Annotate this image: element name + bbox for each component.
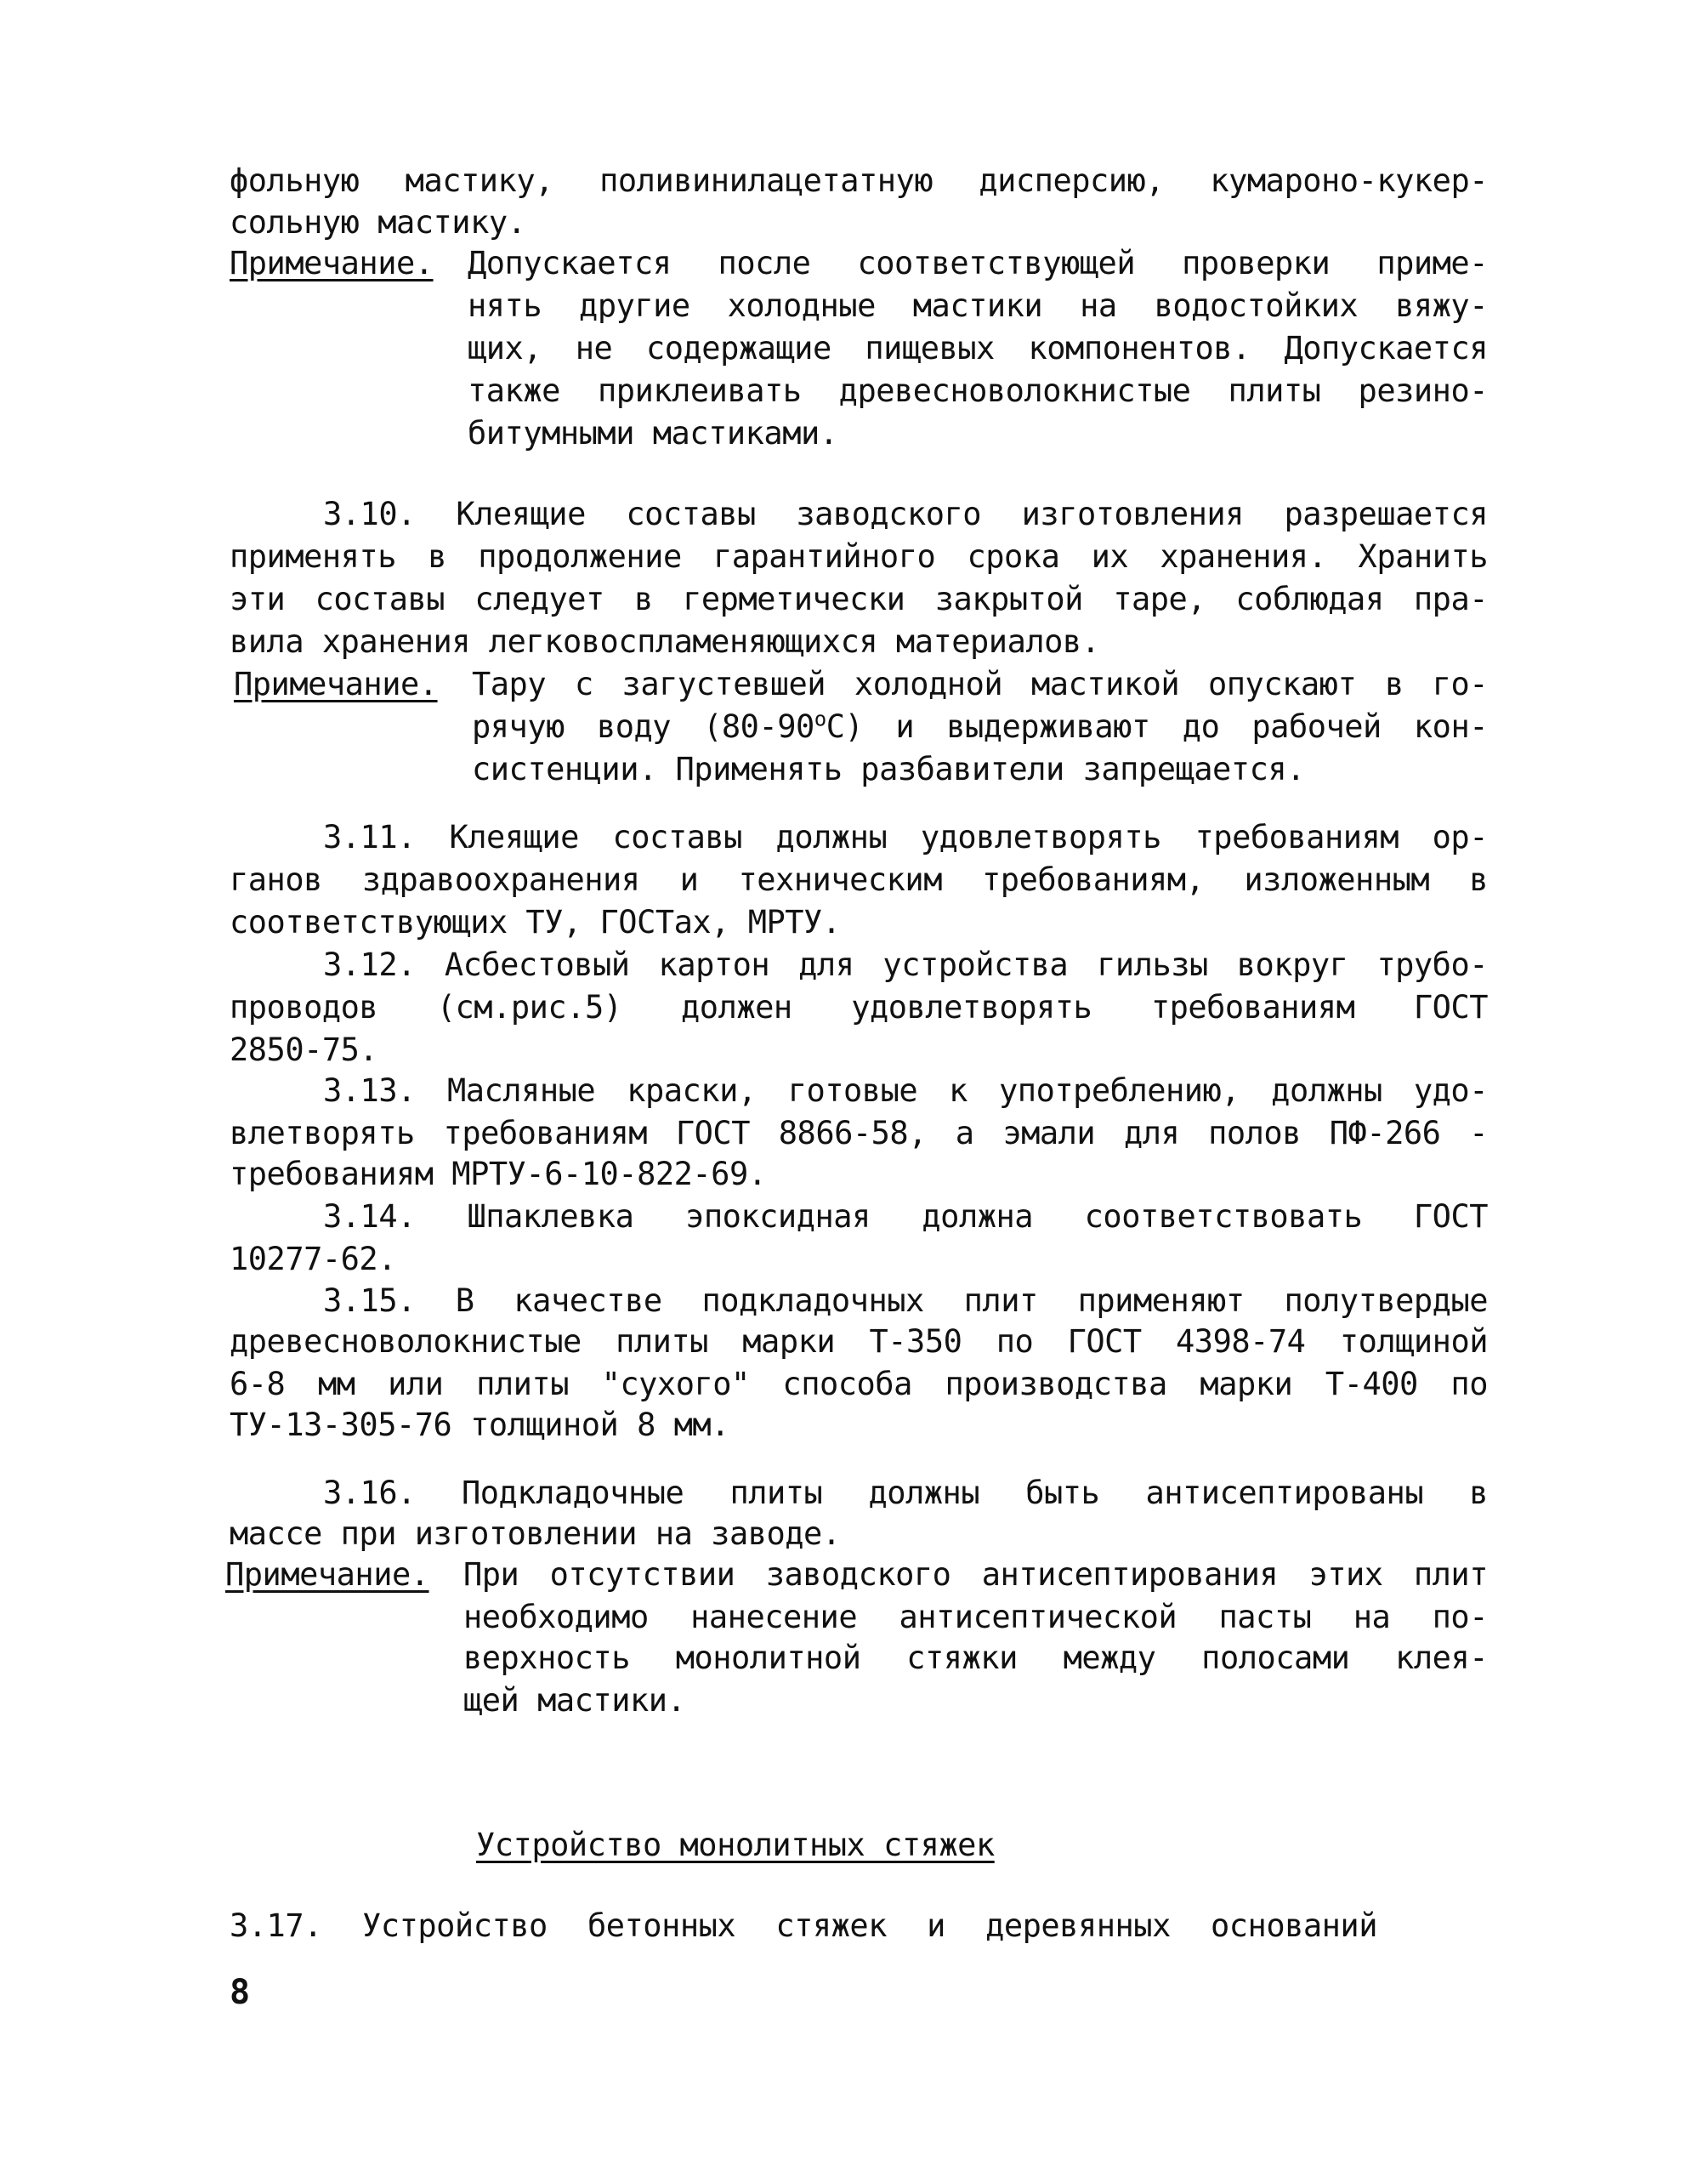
note-text-line: верхность монолитной стяжки между полосами клея- — [463, 1640, 1488, 1676]
degree-sign: о — [814, 707, 826, 731]
section-heading: Устройство монолитных стяжек — [476, 1827, 995, 1863]
text-line: 3.15. В качестве подкладочных плит применяют полутвердые — [323, 1282, 1488, 1319]
note-text-line: Допускается после соответствующей проверки приме- — [468, 245, 1488, 281]
text-line: 3.17. Устройство бетонных стяжек и деревянных оснований — [230, 1907, 1377, 1944]
page-number: 8 — [230, 1973, 251, 2012]
text-line: массе при изготовлении на заводе. — [230, 1515, 841, 1552]
note-text-line — [472, 706, 1488, 748]
text-line: сольную мастику. — [230, 204, 526, 241]
text-line: фольную мастику, поливинилацетатную дисперсию, кумароно-кукер- — [230, 162, 1488, 199]
text-line: 3.11. Клеящие составы должны удовлетворять требованиям ор- — [323, 819, 1488, 855]
text-line: 3.12. Асбестовый картон для устройства гильзы вокруг трубо- — [323, 946, 1488, 983]
note-text-line: щих, не содержащие пищевых компонентов. Допускается — [468, 330, 1488, 367]
note-text-line: битумными мастиками. — [468, 415, 838, 452]
text-line: вила хранения легковоспламеняющихся материалов. — [230, 623, 1100, 660]
text-line: 3.16. Подкладочные плиты должны быть антисептированы в — [323, 1475, 1488, 1511]
text-line: 10277-62. — [230, 1241, 396, 1277]
text-line: 3.13. Масляные краски, готовые к употреблению, должны удо- — [323, 1072, 1488, 1109]
note-label: Примечание. — [230, 245, 434, 281]
text-line: эти составы следует в герметически закрытой таре, соблюдая пра- — [230, 581, 1488, 617]
note-text-line: систенции. Применять разбавители запрещается. — [472, 751, 1305, 787]
text-line: ганов здравоохранения и техническим требованиям, изложенным в — [230, 861, 1488, 898]
note-text-line: Тару с загустевшей холодной мастикой опускают в го- — [472, 666, 1488, 702]
note-text-line: щей мастики. — [463, 1682, 686, 1719]
text-line: влетворять требованиям ГОСТ 8866-58, а эмали для полов ПФ-266 - — [230, 1115, 1488, 1151]
note-text-line: необходимо нанесение антисептической пасты на по- — [463, 1599, 1488, 1635]
text-line: требованиям МРТУ-6-10-822-69. — [230, 1156, 767, 1192]
note-label: Примечание. — [234, 666, 438, 702]
note-text-line: также приклеивать древесноволокнистые плиты резино- — [468, 372, 1488, 409]
text-line: 3.10. Клеящие составы заводского изготовления разрешается — [323, 496, 1488, 532]
note-text-fragment: рячую воду (80-90 — [472, 708, 814, 745]
text-line: ТУ-13-305-76 толщиной 8 мм. — [230, 1407, 729, 1443]
text-line: 3.14. Шпаклевка эпоксидная должна соответствовать ГОСТ — [323, 1198, 1488, 1235]
text-line: 6-8 мм или плиты "сухого" способа производства марки Т-400 по — [230, 1366, 1488, 1402]
text-line: древесноволокнистые плиты марки Т-350 по ГОСТ 4398-74 толщиной — [230, 1323, 1488, 1360]
note-text-line: нять другие холодные мастики на водостойких вяжу- — [468, 287, 1488, 324]
text-line: 2850-75. — [230, 1032, 378, 1068]
text-line: соответствующих ТУ, ГОСТах, МРТУ. — [230, 904, 841, 941]
note-label: Примечание. — [225, 1556, 429, 1593]
note-text-fragment: С) и выдерживают до рабочей кон- — [826, 708, 1489, 745]
text-line: проводов (см.рис.5) должен удовлетворять требованиям ГОСТ — [230, 989, 1488, 1026]
note-text-line: При отсутствии заводского антисептирования этих плит — [463, 1556, 1488, 1593]
text-line: применять в продолжение гарантийного срока их хранения. Хранить — [230, 538, 1488, 575]
